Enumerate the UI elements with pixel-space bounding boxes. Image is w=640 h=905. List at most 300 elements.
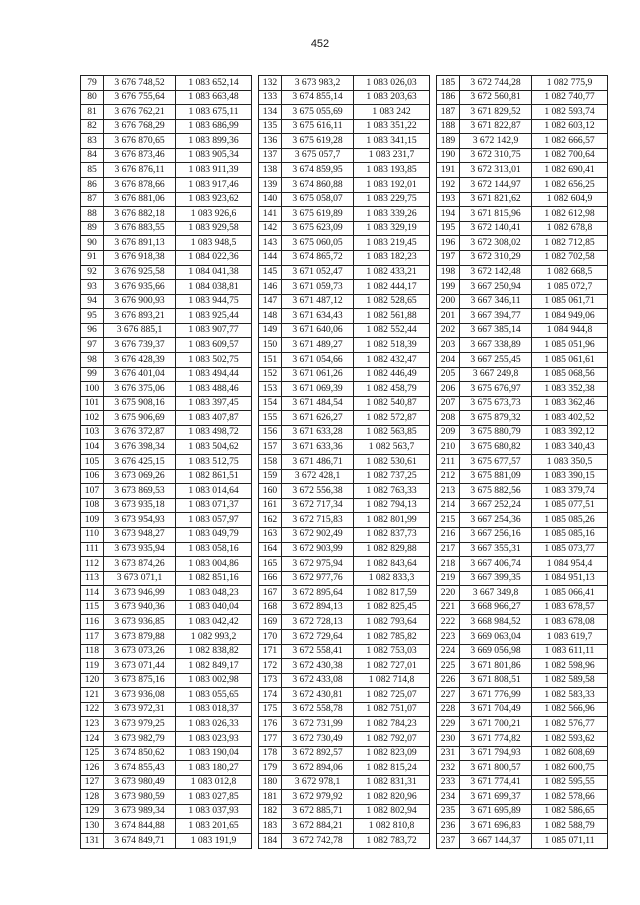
table-row bbox=[259, 790, 430, 805]
table-row bbox=[259, 615, 430, 630]
point-number-cell: 157 bbox=[259, 440, 282, 455]
x-coordinate-cell: 3 672 430,81 bbox=[282, 688, 354, 703]
y-coordinate-cell: 1 083 191,9 bbox=[176, 834, 252, 849]
y-coordinate-cell: 1 082 823,09 bbox=[354, 746, 430, 761]
point-number-cell: 87 bbox=[81, 192, 104, 207]
x-coordinate-cell: 3 675 673,73 bbox=[460, 396, 532, 411]
y-coordinate-cell: 1 083 042,42 bbox=[176, 615, 252, 630]
y-coordinate-cell: 1 083 899,36 bbox=[176, 134, 252, 149]
x-coordinate-cell: 3 676 891,13 bbox=[104, 236, 176, 251]
x-coordinate-cell: 3 673 874,26 bbox=[104, 557, 176, 572]
y-coordinate-cell: 1 083 917,46 bbox=[176, 178, 252, 193]
x-coordinate-cell: 3 671 489,27 bbox=[282, 338, 354, 353]
x-coordinate-cell: 3 674 865,72 bbox=[282, 250, 354, 265]
x-coordinate-cell: 3 676 876,11 bbox=[104, 163, 176, 178]
x-coordinate-cell: 3 676 873,46 bbox=[104, 148, 176, 163]
y-coordinate-cell: 1 083 402,52 bbox=[532, 411, 608, 426]
y-coordinate-cell: 1 083 926,6 bbox=[176, 207, 252, 222]
table-row bbox=[81, 790, 252, 805]
point-number-cell: 166 bbox=[259, 571, 282, 586]
point-number-cell: 86 bbox=[81, 178, 104, 193]
y-coordinate-cell: 1 082 831,31 bbox=[354, 775, 430, 790]
x-coordinate-cell: 3 675 879,32 bbox=[460, 411, 532, 426]
table-row bbox=[259, 659, 430, 674]
y-coordinate-cell: 1 083 023,93 bbox=[176, 732, 252, 747]
x-coordinate-cell: 3 676 372,87 bbox=[104, 425, 176, 440]
point-number-cell: 168 bbox=[259, 600, 282, 615]
x-coordinate-cell: 3 672 558,41 bbox=[282, 644, 354, 659]
y-coordinate-cell: 1 085 068,56 bbox=[532, 367, 608, 382]
y-coordinate-cell: 1 083 340,43 bbox=[532, 440, 608, 455]
y-coordinate-cell: 1 082 785,82 bbox=[354, 629, 430, 644]
x-coordinate-cell: 3 673 071,1 bbox=[104, 571, 176, 586]
table-row bbox=[437, 571, 608, 586]
table-row bbox=[437, 819, 608, 834]
table-row bbox=[81, 834, 252, 849]
table-row bbox=[259, 804, 430, 819]
y-coordinate-cell: 1 083 925,44 bbox=[176, 309, 252, 324]
x-coordinate-cell: 3 673 071,44 bbox=[104, 659, 176, 674]
y-coordinate-cell: 1 084 041,38 bbox=[176, 265, 252, 280]
table-row bbox=[81, 440, 252, 455]
point-number-cell: 109 bbox=[81, 513, 104, 528]
table-row bbox=[259, 119, 430, 134]
point-number-cell: 97 bbox=[81, 338, 104, 353]
point-number-cell: 184 bbox=[259, 834, 282, 849]
table-row bbox=[259, 717, 430, 732]
table-row bbox=[437, 775, 608, 790]
y-coordinate-cell: 1 083 351,22 bbox=[354, 119, 430, 134]
point-number-cell: 83 bbox=[81, 134, 104, 149]
y-coordinate-cell: 1 085 072,7 bbox=[532, 280, 608, 295]
table-row bbox=[81, 367, 252, 382]
point-number-cell: 105 bbox=[81, 455, 104, 470]
x-coordinate-cell: 3 671 696,83 bbox=[460, 819, 532, 834]
point-number-cell: 120 bbox=[81, 673, 104, 688]
table-row bbox=[81, 294, 252, 309]
table-row bbox=[437, 484, 608, 499]
y-coordinate-cell: 1 082 815,24 bbox=[354, 761, 430, 776]
x-coordinate-cell: 3 669 056,98 bbox=[460, 644, 532, 659]
x-coordinate-cell: 3 671 774,82 bbox=[460, 732, 532, 747]
point-number-cell: 88 bbox=[81, 207, 104, 222]
x-coordinate-cell: 3 672 902,49 bbox=[282, 527, 354, 542]
table-row bbox=[81, 717, 252, 732]
point-number-cell: 181 bbox=[259, 790, 282, 805]
point-number-cell: 91 bbox=[81, 250, 104, 265]
x-coordinate-cell: 3 667 252,24 bbox=[460, 498, 532, 513]
x-coordinate-cell: 3 672 977,76 bbox=[282, 571, 354, 586]
y-coordinate-cell: 1 083 675,11 bbox=[176, 105, 252, 120]
point-number-cell: 212 bbox=[437, 469, 460, 484]
point-number-cell: 89 bbox=[81, 221, 104, 236]
x-coordinate-cell: 3 671 822,87 bbox=[460, 119, 532, 134]
y-coordinate-cell: 1 083 192,01 bbox=[354, 178, 430, 193]
point-number-cell: 167 bbox=[259, 586, 282, 601]
x-coordinate-cell: 3 671 069,39 bbox=[282, 382, 354, 397]
y-coordinate-cell: 1 082 576,77 bbox=[532, 717, 608, 732]
x-coordinate-cell: 3 672 903,99 bbox=[282, 542, 354, 557]
x-coordinate-cell: 3 667 144,37 bbox=[460, 834, 532, 849]
table-row bbox=[81, 134, 252, 149]
table-row bbox=[437, 309, 608, 324]
point-number-cell: 84 bbox=[81, 148, 104, 163]
y-coordinate-cell: 1 083 329,19 bbox=[354, 221, 430, 236]
point-number-cell: 228 bbox=[437, 702, 460, 717]
y-coordinate-cell: 1 082 829,88 bbox=[354, 542, 430, 557]
point-number-cell: 106 bbox=[81, 469, 104, 484]
point-number-cell: 100 bbox=[81, 382, 104, 397]
x-coordinate-cell: 3 675 676,97 bbox=[460, 382, 532, 397]
point-number-cell: 110 bbox=[81, 527, 104, 542]
y-coordinate-cell: 1 083 911,39 bbox=[176, 163, 252, 178]
table-row bbox=[437, 411, 608, 426]
y-coordinate-cell: 1 083 498,72 bbox=[176, 425, 252, 440]
x-coordinate-cell: 3 668 984,52 bbox=[460, 615, 532, 630]
point-number-cell: 188 bbox=[437, 119, 460, 134]
point-number-cell: 107 bbox=[81, 484, 104, 499]
x-coordinate-cell: 3 671 801,86 bbox=[460, 659, 532, 674]
point-number-cell: 191 bbox=[437, 163, 460, 178]
y-coordinate-cell: 1 082 598,96 bbox=[532, 659, 608, 674]
y-coordinate-cell: 1 082 740,77 bbox=[532, 90, 608, 105]
x-coordinate-cell: 3 671 486,71 bbox=[282, 455, 354, 470]
table-row bbox=[259, 557, 430, 572]
point-number-cell: 174 bbox=[259, 688, 282, 703]
y-coordinate-cell: 1 082 563,85 bbox=[354, 425, 430, 440]
y-coordinate-cell: 1 082 783,72 bbox=[354, 834, 430, 849]
y-coordinate-cell: 1 083 923,62 bbox=[176, 192, 252, 207]
point-number-cell: 227 bbox=[437, 688, 460, 703]
point-number-cell: 215 bbox=[437, 513, 460, 528]
x-coordinate-cell: 3 676 428,39 bbox=[104, 352, 176, 367]
point-number-cell: 198 bbox=[437, 265, 460, 280]
point-number-cell: 200 bbox=[437, 294, 460, 309]
table-row bbox=[81, 557, 252, 572]
x-coordinate-cell: 3 672 729,64 bbox=[282, 629, 354, 644]
y-coordinate-cell: 1 083 182,23 bbox=[354, 250, 430, 265]
point-number-cell: 115 bbox=[81, 600, 104, 615]
x-coordinate-cell: 3 675 058,07 bbox=[282, 192, 354, 207]
table-row bbox=[81, 280, 252, 295]
point-number-cell: 165 bbox=[259, 557, 282, 572]
table-row bbox=[259, 90, 430, 105]
point-number-cell: 104 bbox=[81, 440, 104, 455]
table-row bbox=[437, 527, 608, 542]
x-coordinate-cell: 3 673 972,31 bbox=[104, 702, 176, 717]
table-row bbox=[259, 280, 430, 295]
point-number-cell: 189 bbox=[437, 134, 460, 149]
x-coordinate-cell: 3 676 739,37 bbox=[104, 338, 176, 353]
point-number-cell: 139 bbox=[259, 178, 282, 193]
x-coordinate-cell: 3 667 338,89 bbox=[460, 338, 532, 353]
table-row bbox=[81, 411, 252, 426]
x-coordinate-cell: 3 672 978,1 bbox=[282, 775, 354, 790]
coordinate-table-1 bbox=[80, 75, 252, 849]
table-row bbox=[81, 76, 252, 91]
y-coordinate-cell: 1 082 432,47 bbox=[354, 352, 430, 367]
point-number-cell: 232 bbox=[437, 761, 460, 776]
table-row bbox=[437, 76, 608, 91]
point-number-cell: 129 bbox=[81, 804, 104, 819]
y-coordinate-cell: 1 083 219,45 bbox=[354, 236, 430, 251]
y-coordinate-cell: 1 085 073,77 bbox=[532, 542, 608, 557]
point-number-cell: 103 bbox=[81, 425, 104, 440]
table-row bbox=[81, 542, 252, 557]
point-number-cell: 203 bbox=[437, 338, 460, 353]
point-number-cell: 93 bbox=[81, 280, 104, 295]
point-number-cell: 213 bbox=[437, 484, 460, 499]
point-number-cell: 170 bbox=[259, 629, 282, 644]
table-row bbox=[81, 192, 252, 207]
point-number-cell: 221 bbox=[437, 600, 460, 615]
x-coordinate-cell: 3 667 250,94 bbox=[460, 280, 532, 295]
y-coordinate-cell: 1 082 433,21 bbox=[354, 265, 430, 280]
y-coordinate-cell: 1 083 190,04 bbox=[176, 746, 252, 761]
table-row bbox=[259, 469, 430, 484]
point-number-cell: 79 bbox=[81, 76, 104, 91]
y-coordinate-cell: 1 082 552,44 bbox=[354, 323, 430, 338]
table-row bbox=[259, 586, 430, 601]
table-row bbox=[259, 294, 430, 309]
y-coordinate-cell: 1 082 993,2 bbox=[176, 629, 252, 644]
point-number-cell: 161 bbox=[259, 498, 282, 513]
y-coordinate-cell: 1 082 656,25 bbox=[532, 178, 608, 193]
point-number-cell: 169 bbox=[259, 615, 282, 630]
table-row bbox=[259, 455, 430, 470]
y-coordinate-cell: 1 083 229,75 bbox=[354, 192, 430, 207]
table-row bbox=[437, 455, 608, 470]
point-number-cell: 187 bbox=[437, 105, 460, 120]
y-coordinate-cell: 1 083 026,03 bbox=[354, 76, 430, 91]
table-row bbox=[81, 221, 252, 236]
table-row bbox=[81, 396, 252, 411]
y-coordinate-cell: 1 082 458,79 bbox=[354, 382, 430, 397]
table-row bbox=[437, 265, 608, 280]
x-coordinate-cell: 3 676 375,06 bbox=[104, 382, 176, 397]
point-number-cell: 81 bbox=[81, 105, 104, 120]
x-coordinate-cell: 3 667 385,14 bbox=[460, 323, 532, 338]
point-number-cell: 163 bbox=[259, 527, 282, 542]
point-number-cell: 141 bbox=[259, 207, 282, 222]
y-coordinate-cell: 1 082 566,96 bbox=[532, 702, 608, 717]
point-number-cell: 112 bbox=[81, 557, 104, 572]
table-row bbox=[259, 498, 430, 513]
point-number-cell: 193 bbox=[437, 192, 460, 207]
table-row bbox=[259, 148, 430, 163]
point-number-cell: 149 bbox=[259, 323, 282, 338]
y-coordinate-cell: 1 082 817,59 bbox=[354, 586, 430, 601]
point-number-cell: 207 bbox=[437, 396, 460, 411]
point-number-cell: 160 bbox=[259, 484, 282, 499]
x-coordinate-cell: 3 672 717,34 bbox=[282, 498, 354, 513]
point-number-cell: 210 bbox=[437, 440, 460, 455]
point-number-cell: 204 bbox=[437, 352, 460, 367]
table-row bbox=[437, 382, 608, 397]
y-coordinate-cell: 1 083 929,58 bbox=[176, 221, 252, 236]
point-number-cell: 219 bbox=[437, 571, 460, 586]
table-row bbox=[259, 105, 430, 120]
point-number-cell: 146 bbox=[259, 280, 282, 295]
table-row bbox=[437, 615, 608, 630]
table-row bbox=[437, 338, 608, 353]
coordinate-table-2 bbox=[258, 75, 430, 849]
x-coordinate-cell: 3 673 982,79 bbox=[104, 732, 176, 747]
x-coordinate-cell: 3 672 892,57 bbox=[282, 746, 354, 761]
point-number-cell: 147 bbox=[259, 294, 282, 309]
table-row bbox=[81, 819, 252, 834]
y-coordinate-cell: 1 083 231,7 bbox=[354, 148, 430, 163]
point-number-cell: 142 bbox=[259, 221, 282, 236]
y-coordinate-cell: 1 084 038,81 bbox=[176, 280, 252, 295]
table-row bbox=[81, 250, 252, 265]
point-number-cell: 192 bbox=[437, 178, 460, 193]
y-coordinate-cell: 1 082 837,73 bbox=[354, 527, 430, 542]
x-coordinate-cell: 3 672 728,13 bbox=[282, 615, 354, 630]
point-number-cell: 133 bbox=[259, 90, 282, 105]
x-coordinate-cell: 3 676 398,34 bbox=[104, 440, 176, 455]
x-coordinate-cell: 3 676 870,65 bbox=[104, 134, 176, 149]
x-coordinate-cell: 3 671 634,43 bbox=[282, 309, 354, 324]
table-row bbox=[259, 484, 430, 499]
point-number-cell: 126 bbox=[81, 761, 104, 776]
x-coordinate-cell: 3 676 748,52 bbox=[104, 76, 176, 91]
x-coordinate-cell: 3 671 695,89 bbox=[460, 804, 532, 819]
table-row bbox=[259, 382, 430, 397]
point-number-cell: 150 bbox=[259, 338, 282, 353]
point-number-cell: 155 bbox=[259, 411, 282, 426]
x-coordinate-cell: 3 671 800,57 bbox=[460, 761, 532, 776]
coordinate-tables bbox=[80, 75, 610, 849]
point-number-cell: 136 bbox=[259, 134, 282, 149]
point-number-cell: 229 bbox=[437, 717, 460, 732]
x-coordinate-cell: 3 667 355,31 bbox=[460, 542, 532, 557]
table-row bbox=[81, 673, 252, 688]
y-coordinate-cell: 1 083 018,37 bbox=[176, 702, 252, 717]
x-coordinate-cell: 3 676 881,06 bbox=[104, 192, 176, 207]
x-coordinate-cell: 3 673 980,59 bbox=[104, 790, 176, 805]
x-coordinate-cell: 3 667 255,45 bbox=[460, 352, 532, 367]
table-row bbox=[81, 732, 252, 747]
table-row bbox=[81, 571, 252, 586]
table-row bbox=[437, 746, 608, 761]
y-coordinate-cell: 1 083 362,46 bbox=[532, 396, 608, 411]
table-row bbox=[81, 688, 252, 703]
x-coordinate-cell: 3 673 875,16 bbox=[104, 673, 176, 688]
y-coordinate-cell: 1 082 849,17 bbox=[176, 659, 252, 674]
point-number-cell: 85 bbox=[81, 163, 104, 178]
x-coordinate-cell: 3 671 633,36 bbox=[282, 440, 354, 455]
y-coordinate-cell: 1 083 352,38 bbox=[532, 382, 608, 397]
x-coordinate-cell: 3 673 979,25 bbox=[104, 717, 176, 732]
table-row bbox=[437, 352, 608, 367]
x-coordinate-cell: 3 675 060,05 bbox=[282, 236, 354, 251]
table-row bbox=[81, 484, 252, 499]
point-number-cell: 199 bbox=[437, 280, 460, 295]
point-number-cell: 90 bbox=[81, 236, 104, 251]
x-coordinate-cell: 3 672 142,48 bbox=[460, 265, 532, 280]
point-number-cell: 143 bbox=[259, 236, 282, 251]
point-number-cell: 124 bbox=[81, 732, 104, 747]
table-row bbox=[259, 600, 430, 615]
y-coordinate-cell: 1 082 444,17 bbox=[354, 280, 430, 295]
x-coordinate-cell: 3 672 313,01 bbox=[460, 163, 532, 178]
table-row bbox=[437, 440, 608, 455]
x-coordinate-cell: 3 676 401,04 bbox=[104, 367, 176, 382]
point-number-cell: 140 bbox=[259, 192, 282, 207]
x-coordinate-cell: 3 675 906,69 bbox=[104, 411, 176, 426]
y-coordinate-cell: 1 085 071,11 bbox=[532, 834, 608, 849]
table-row bbox=[437, 513, 608, 528]
table-row bbox=[259, 250, 430, 265]
point-number-cell: 128 bbox=[81, 790, 104, 805]
x-coordinate-cell: 3 673 983,2 bbox=[282, 76, 354, 91]
point-number-cell: 116 bbox=[81, 615, 104, 630]
point-number-cell: 152 bbox=[259, 367, 282, 382]
point-number-cell: 214 bbox=[437, 498, 460, 513]
table-row bbox=[81, 659, 252, 674]
point-number-cell: 186 bbox=[437, 90, 460, 105]
y-coordinate-cell: 1 082 589,58 bbox=[532, 673, 608, 688]
table-row bbox=[437, 280, 608, 295]
table-row bbox=[81, 90, 252, 105]
table-row bbox=[437, 688, 608, 703]
table-row bbox=[259, 542, 430, 557]
y-coordinate-cell: 1 082 518,39 bbox=[354, 338, 430, 353]
point-number-cell: 180 bbox=[259, 775, 282, 790]
point-number-cell: 233 bbox=[437, 775, 460, 790]
y-coordinate-cell: 1 082 737,25 bbox=[354, 469, 430, 484]
point-number-cell: 132 bbox=[259, 76, 282, 91]
x-coordinate-cell: 3 673 940,36 bbox=[104, 600, 176, 615]
y-coordinate-cell: 1 082 578,66 bbox=[532, 790, 608, 805]
point-number-cell: 99 bbox=[81, 367, 104, 382]
y-coordinate-cell: 1 082 586,65 bbox=[532, 804, 608, 819]
y-coordinate-cell: 1 082 820,96 bbox=[354, 790, 430, 805]
y-coordinate-cell: 1 082 784,23 bbox=[354, 717, 430, 732]
table-row bbox=[81, 455, 252, 470]
table-row bbox=[437, 134, 608, 149]
y-coordinate-cell: 1 083 049,79 bbox=[176, 527, 252, 542]
point-number-cell: 195 bbox=[437, 221, 460, 236]
y-coordinate-cell: 1 082 714,8 bbox=[354, 673, 430, 688]
x-coordinate-cell: 3 675 882,56 bbox=[460, 484, 532, 499]
point-number-cell: 111 bbox=[81, 542, 104, 557]
table-row bbox=[81, 265, 252, 280]
x-coordinate-cell: 3 675 619,89 bbox=[282, 207, 354, 222]
y-coordinate-cell: 1 083 390,15 bbox=[532, 469, 608, 484]
point-number-cell: 159 bbox=[259, 469, 282, 484]
point-number-cell: 176 bbox=[259, 717, 282, 732]
point-number-cell: 183 bbox=[259, 819, 282, 834]
table-row bbox=[437, 702, 608, 717]
point-number-cell: 226 bbox=[437, 673, 460, 688]
x-coordinate-cell: 3 675 677,57 bbox=[460, 455, 532, 470]
x-coordinate-cell: 3 673 948,27 bbox=[104, 527, 176, 542]
x-coordinate-cell: 3 675 881,09 bbox=[460, 469, 532, 484]
y-coordinate-cell: 1 084 954,4 bbox=[532, 557, 608, 572]
y-coordinate-cell: 1 082 775,9 bbox=[532, 76, 608, 91]
point-number-cell: 201 bbox=[437, 309, 460, 324]
x-coordinate-cell: 3 667 256,16 bbox=[460, 527, 532, 542]
table-row bbox=[259, 192, 430, 207]
table-row bbox=[259, 761, 430, 776]
table-row bbox=[81, 309, 252, 324]
y-coordinate-cell: 1 083 193,85 bbox=[354, 163, 430, 178]
x-coordinate-cell: 3 667 394,77 bbox=[460, 309, 532, 324]
y-coordinate-cell: 1 082 793,64 bbox=[354, 615, 430, 630]
table-row bbox=[437, 105, 608, 120]
